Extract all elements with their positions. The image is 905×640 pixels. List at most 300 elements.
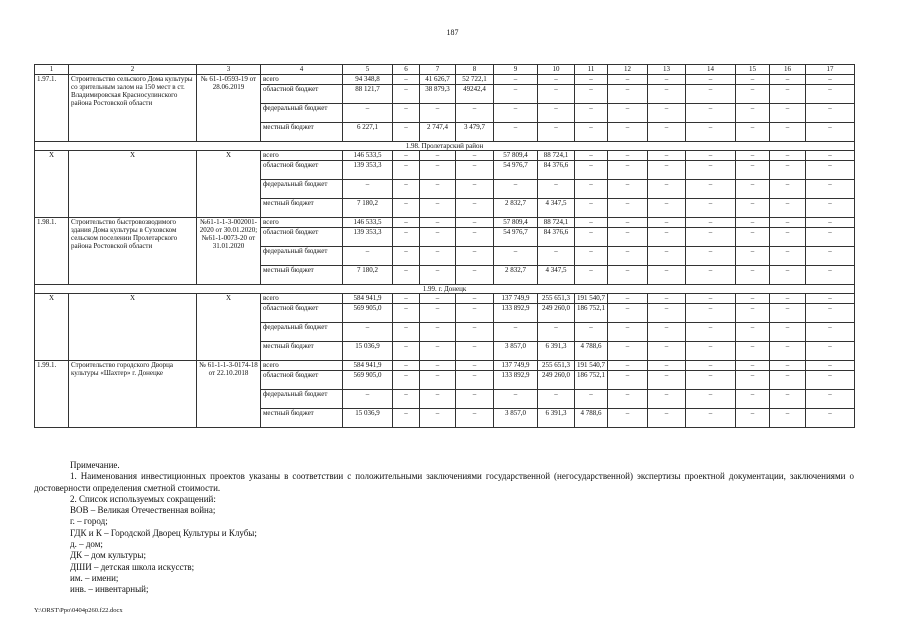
- abbreviation-item: г. – город;: [70, 516, 108, 527]
- project-code: 1.97.1.: [35, 75, 69, 142]
- value-cell: –: [608, 370, 648, 389]
- value-cell: –: [420, 246, 456, 265]
- value-cell: –: [686, 103, 736, 122]
- note-item-1: 1. Наименования инвестиционных проектов указаны в соответствии с положительными заключениями государственной (негосударственной) экспертизы проектной документации, заключениями о достоверности определения сметной стоимости.: [34, 471, 854, 493]
- value-cell: 139 353,3: [343, 161, 393, 180]
- project-name: Х: [69, 294, 197, 361]
- value-cell: 2 747,4: [420, 122, 456, 141]
- abbreviation-item: д. – дом;: [70, 539, 103, 550]
- value-cell: –: [806, 103, 855, 122]
- value-cell: –: [770, 75, 806, 85]
- table-row: [35, 151, 855, 161]
- value-cell: 584 941,9: [343, 294, 393, 304]
- column-header: 14: [686, 65, 736, 75]
- value-cell: –: [648, 265, 686, 284]
- value-cell: 191 540,7: [575, 361, 608, 371]
- value-cell: –: [393, 227, 420, 246]
- value-cell: –: [806, 246, 855, 265]
- value-cell: 146 533,5: [343, 151, 393, 161]
- value-cell: –: [648, 342, 686, 361]
- value-cell: –: [393, 294, 420, 304]
- column-header: 15: [736, 65, 770, 75]
- value-cell: –: [736, 246, 770, 265]
- column-header: 9: [494, 65, 538, 75]
- notes-title: Примечание.: [70, 460, 120, 470]
- value-cell: –: [770, 180, 806, 199]
- value-cell: 2 832,7: [494, 265, 538, 284]
- value-cell: –: [608, 361, 648, 371]
- value-cell: –: [648, 161, 686, 180]
- value-cell: –: [686, 342, 736, 361]
- value-cell: 6 391,3: [538, 342, 575, 361]
- value-cell: –: [538, 246, 575, 265]
- value-cell: –: [648, 84, 686, 103]
- value-cell: –: [456, 294, 494, 304]
- value-cell: 249 260,0: [538, 304, 575, 323]
- value-cell: –: [770, 323, 806, 342]
- projects-table: [34, 64, 855, 428]
- value-cell: 137 749,9: [494, 361, 538, 371]
- value-cell: 569 905,0: [343, 370, 393, 389]
- value-cell: 2 832,7: [494, 199, 538, 218]
- column-header: 4: [261, 65, 343, 75]
- value-cell: –: [770, 370, 806, 389]
- funding-source: местный бюджет: [261, 122, 343, 141]
- column-header: 11: [575, 65, 608, 75]
- value-cell: –: [648, 151, 686, 161]
- value-cell: –: [343, 180, 393, 199]
- value-cell: –: [648, 103, 686, 122]
- value-cell: 7 180,2: [343, 265, 393, 284]
- value-cell: –: [736, 265, 770, 284]
- value-cell: –: [608, 218, 648, 228]
- value-cell: 186 752,1: [575, 370, 608, 389]
- value-cell: –: [686, 265, 736, 284]
- project-code: Х: [35, 294, 69, 361]
- project-name: Строительство сельского Дома культуры со зрительным залом на 150 мест в ст. Владимировская Красносулинского района Ростовской области: [69, 75, 197, 142]
- note-item-2: 2. Список используемых сокращений:: [70, 493, 216, 504]
- column-header: 5: [343, 65, 393, 75]
- table-row: [35, 218, 855, 228]
- value-cell: –: [648, 294, 686, 304]
- abbreviation-item: инв. – инвентарный;: [70, 584, 149, 595]
- value-cell: –: [420, 370, 456, 389]
- value-cell: –: [736, 151, 770, 161]
- value-cell: 7 180,2: [343, 199, 393, 218]
- value-cell: 146 533,5: [343, 218, 393, 228]
- value-cell: –: [575, 84, 608, 103]
- value-cell: –: [770, 84, 806, 103]
- value-cell: 133 892,9: [494, 304, 538, 323]
- value-cell: 186 752,1: [575, 304, 608, 323]
- column-header: 16: [770, 65, 806, 75]
- value-cell: –: [608, 246, 648, 265]
- value-cell: –: [648, 75, 686, 85]
- value-cell: –: [686, 75, 736, 85]
- abbreviation-item: им. – имени;: [70, 572, 119, 583]
- value-cell: 4 347,5: [538, 265, 575, 284]
- value-cell: 84 376,6: [538, 161, 575, 180]
- value-cell: –: [575, 323, 608, 342]
- value-cell: –: [806, 180, 855, 199]
- value-cell: 41 626,7: [420, 75, 456, 85]
- value-cell: –: [494, 246, 538, 265]
- column-header: 3: [197, 65, 261, 75]
- value-cell: –: [393, 246, 420, 265]
- value-cell: 249 260,0: [538, 370, 575, 389]
- table-row: [35, 75, 855, 85]
- value-cell: –: [806, 218, 855, 228]
- notes-section: [34, 460, 854, 596]
- value-cell: –: [575, 151, 608, 161]
- value-cell: –: [686, 370, 736, 389]
- value-cell: –: [608, 265, 648, 284]
- value-cell: –: [393, 122, 420, 141]
- value-cell: –: [575, 122, 608, 141]
- project-code: Х: [35, 151, 69, 218]
- value-cell: –: [575, 218, 608, 228]
- value-cell: –: [393, 408, 420, 427]
- abbreviation-item: ДК – дом культуры;: [70, 550, 146, 561]
- value-cell: –: [736, 227, 770, 246]
- value-cell: –: [770, 408, 806, 427]
- value-cell: –: [770, 122, 806, 141]
- value-cell: 6 391,3: [538, 408, 575, 427]
- value-cell: –: [456, 389, 494, 408]
- value-cell: –: [806, 342, 855, 361]
- funding-source: всего: [261, 361, 343, 371]
- value-cell: –: [456, 361, 494, 371]
- value-cell: –: [648, 218, 686, 228]
- value-cell: 3 857,0: [494, 408, 538, 427]
- file-path-footer: Y:\ORST\Ppo\0404p260.f22.docx: [34, 607, 123, 614]
- value-cell: 49242,4: [456, 84, 494, 103]
- value-cell: 15 036,9: [343, 342, 393, 361]
- value-cell: –: [736, 342, 770, 361]
- value-cell: –: [494, 122, 538, 141]
- value-cell: –: [770, 342, 806, 361]
- value-cell: –: [456, 323, 494, 342]
- value-cell: –: [420, 180, 456, 199]
- funding-source: всего: [261, 151, 343, 161]
- funding-source: федеральный бюджет: [261, 180, 343, 199]
- value-cell: –: [736, 408, 770, 427]
- value-cell: –: [575, 103, 608, 122]
- value-cell: –: [393, 323, 420, 342]
- value-cell: –: [736, 389, 770, 408]
- value-cell: –: [608, 161, 648, 180]
- value-cell: –: [420, 408, 456, 427]
- value-cell: –: [770, 265, 806, 284]
- funding-source: областной бюджет: [261, 370, 343, 389]
- value-cell: –: [343, 246, 393, 265]
- value-cell: –: [494, 84, 538, 103]
- value-cell: –: [686, 218, 736, 228]
- value-cell: –: [420, 199, 456, 218]
- value-cell: –: [686, 408, 736, 427]
- column-header: 12: [608, 65, 648, 75]
- value-cell: –: [538, 75, 575, 85]
- value-cell: 584 941,9: [343, 361, 393, 371]
- value-cell: 6 227,1: [343, 122, 393, 141]
- value-cell: –: [420, 342, 456, 361]
- value-cell: –: [608, 75, 648, 85]
- value-cell: –: [393, 304, 420, 323]
- value-cell: –: [770, 151, 806, 161]
- value-cell: 137 749,9: [494, 294, 538, 304]
- value-cell: –: [575, 199, 608, 218]
- value-cell: –: [686, 199, 736, 218]
- value-cell: –: [393, 161, 420, 180]
- value-cell: –: [456, 103, 494, 122]
- value-cell: –: [806, 199, 855, 218]
- value-cell: –: [575, 75, 608, 85]
- value-cell: –: [806, 227, 855, 246]
- value-cell: –: [393, 151, 420, 161]
- value-cell: 3 479,7: [456, 122, 494, 141]
- value-cell: –: [736, 370, 770, 389]
- value-cell: –: [806, 323, 855, 342]
- funding-source: областной бюджет: [261, 304, 343, 323]
- value-cell: –: [686, 323, 736, 342]
- value-cell: –: [736, 294, 770, 304]
- value-cell: –: [608, 180, 648, 199]
- value-cell: –: [770, 199, 806, 218]
- value-cell: –: [494, 180, 538, 199]
- value-cell: 57 809,4: [494, 218, 538, 228]
- value-cell: –: [456, 342, 494, 361]
- column-header: 1: [35, 65, 69, 75]
- value-cell: –: [393, 103, 420, 122]
- abbreviation-item: ГДК и К – Городской Дворец Культуры и Клубы;: [70, 527, 257, 538]
- value-cell: –: [608, 408, 648, 427]
- value-cell: –: [393, 265, 420, 284]
- value-cell: –: [456, 161, 494, 180]
- value-cell: –: [420, 389, 456, 408]
- value-cell: –: [420, 323, 456, 342]
- value-cell: 57 809,4: [494, 151, 538, 161]
- section-heading-row: [35, 284, 855, 294]
- funding-source: местный бюджет: [261, 199, 343, 218]
- page-number: 187: [446, 28, 459, 37]
- project-name: Х: [69, 151, 197, 218]
- value-cell: –: [686, 180, 736, 199]
- expertise-doc: №61-1-1-3-002001-2020 от 30.01.2020; №61-1-0073-20 от 31.01.2020: [197, 218, 261, 285]
- value-cell: 133 892,9: [494, 370, 538, 389]
- funding-source: федеральный бюджет: [261, 103, 343, 122]
- funding-source: федеральный бюджет: [261, 389, 343, 408]
- value-cell: –: [806, 370, 855, 389]
- value-cell: –: [393, 199, 420, 218]
- funding-source: местный бюджет: [261, 342, 343, 361]
- value-cell: –: [456, 151, 494, 161]
- value-cell: –: [608, 304, 648, 323]
- value-cell: –: [608, 389, 648, 408]
- value-cell: –: [538, 103, 575, 122]
- funding-source: федеральный бюджет: [261, 246, 343, 265]
- value-cell: –: [538, 180, 575, 199]
- value-cell: –: [648, 180, 686, 199]
- value-cell: –: [736, 103, 770, 122]
- funding-source: областной бюджет: [261, 84, 343, 103]
- value-cell: –: [420, 218, 456, 228]
- value-cell: –: [538, 389, 575, 408]
- funding-source: областной бюджет: [261, 161, 343, 180]
- value-cell: –: [770, 294, 806, 304]
- funding-source: местный бюджет: [261, 265, 343, 284]
- value-cell: –: [343, 389, 393, 408]
- value-cell: –: [608, 84, 648, 103]
- value-cell: 255 651,3: [538, 294, 575, 304]
- value-cell: –: [393, 218, 420, 228]
- value-cell: –: [648, 246, 686, 265]
- value-cell: –: [806, 265, 855, 284]
- expertise-doc: Х: [197, 294, 261, 361]
- value-cell: 52 722,1: [456, 75, 494, 85]
- value-cell: –: [420, 294, 456, 304]
- value-cell: –: [736, 323, 770, 342]
- value-cell: –: [736, 161, 770, 180]
- value-cell: –: [456, 180, 494, 199]
- value-cell: –: [494, 103, 538, 122]
- value-cell: –: [343, 323, 393, 342]
- value-cell: –: [608, 342, 648, 361]
- value-cell: –: [575, 389, 608, 408]
- value-cell: –: [686, 246, 736, 265]
- value-cell: –: [806, 294, 855, 304]
- value-cell: –: [736, 122, 770, 141]
- value-cell: –: [608, 227, 648, 246]
- value-cell: –: [648, 122, 686, 141]
- value-cell: 88 121,7: [343, 84, 393, 103]
- value-cell: 191 540,7: [575, 294, 608, 304]
- value-cell: –: [686, 84, 736, 103]
- value-cell: –: [770, 361, 806, 371]
- column-header: 2: [69, 65, 197, 75]
- value-cell: –: [806, 389, 855, 408]
- value-cell: –: [393, 389, 420, 408]
- value-cell: –: [806, 151, 855, 161]
- value-cell: –: [770, 304, 806, 323]
- value-cell: 38 879,3: [420, 84, 456, 103]
- value-cell: –: [648, 361, 686, 371]
- value-cell: –: [686, 122, 736, 141]
- column-header: 17: [806, 65, 855, 75]
- value-cell: 94 348,8: [343, 75, 393, 85]
- investment-table: [34, 64, 854, 428]
- value-cell: –: [393, 75, 420, 85]
- project-code: 1.98.1.: [35, 218, 69, 285]
- section-heading: 1.98. Пролетарский район: [35, 141, 855, 151]
- value-cell: –: [456, 199, 494, 218]
- section-heading: 1.99. г. Донецк: [35, 284, 855, 294]
- value-cell: 4 788,6: [575, 408, 608, 427]
- value-cell: –: [806, 361, 855, 371]
- value-cell: –: [393, 180, 420, 199]
- funding-source: всего: [261, 294, 343, 304]
- abbreviation-item: ВОВ – Великая Отечественная война;: [70, 505, 216, 516]
- value-cell: –: [420, 265, 456, 284]
- value-cell: –: [575, 227, 608, 246]
- value-cell: –: [686, 389, 736, 408]
- table-header-row: [35, 65, 855, 75]
- value-cell: –: [770, 161, 806, 180]
- value-cell: –: [393, 370, 420, 389]
- value-cell: –: [608, 294, 648, 304]
- value-cell: –: [393, 361, 420, 371]
- value-cell: –: [494, 75, 538, 85]
- value-cell: –: [575, 161, 608, 180]
- section-heading-row: [35, 141, 855, 151]
- value-cell: –: [420, 227, 456, 246]
- value-cell: –: [806, 84, 855, 103]
- value-cell: 139 353,3: [343, 227, 393, 246]
- abbreviation-list: [34, 505, 854, 595]
- project-name: Строительство быстровозводимого здания Дома культуры в Суховском сельском поселении Пролетарского района Ростовской области: [69, 218, 197, 285]
- value-cell: –: [456, 408, 494, 427]
- value-cell: –: [608, 323, 648, 342]
- value-cell: –: [686, 294, 736, 304]
- table-row: [35, 361, 855, 371]
- value-cell: –: [806, 161, 855, 180]
- value-cell: –: [608, 103, 648, 122]
- value-cell: –: [770, 246, 806, 265]
- expertise-doc: Х: [197, 151, 261, 218]
- value-cell: –: [770, 218, 806, 228]
- value-cell: –: [420, 103, 456, 122]
- value-cell: 54 976,7: [494, 227, 538, 246]
- value-cell: –: [494, 323, 538, 342]
- value-cell: –: [686, 227, 736, 246]
- value-cell: 255 651,3: [538, 361, 575, 371]
- value-cell: –: [736, 361, 770, 371]
- value-cell: –: [538, 323, 575, 342]
- column-header: 6: [393, 65, 420, 75]
- funding-source: всего: [261, 75, 343, 85]
- value-cell: –: [648, 370, 686, 389]
- value-cell: –: [686, 161, 736, 180]
- value-cell: –: [806, 408, 855, 427]
- value-cell: –: [736, 199, 770, 218]
- value-cell: 4 788,6: [575, 342, 608, 361]
- project-name: Строительство городского Дворца культуры «Шахтер» г. Донецке: [69, 361, 197, 428]
- value-cell: –: [608, 151, 648, 161]
- value-cell: –: [343, 103, 393, 122]
- value-cell: –: [420, 361, 456, 371]
- value-cell: –: [648, 304, 686, 323]
- value-cell: –: [456, 246, 494, 265]
- value-cell: –: [456, 227, 494, 246]
- funding-source: областной бюджет: [261, 227, 343, 246]
- value-cell: –: [575, 265, 608, 284]
- value-cell: –: [686, 361, 736, 371]
- value-cell: –: [648, 408, 686, 427]
- column-header: 8: [456, 65, 494, 75]
- column-header: 13: [648, 65, 686, 75]
- value-cell: –: [770, 389, 806, 408]
- value-cell: –: [456, 218, 494, 228]
- value-cell: 88 724,1: [538, 151, 575, 161]
- value-cell: –: [420, 304, 456, 323]
- value-cell: –: [393, 84, 420, 103]
- value-cell: –: [736, 75, 770, 85]
- value-cell: 15 036,9: [343, 408, 393, 427]
- value-cell: –: [575, 180, 608, 199]
- value-cell: –: [736, 84, 770, 103]
- value-cell: 84 376,6: [538, 227, 575, 246]
- project-code: 1.99.1.: [35, 361, 69, 428]
- value-cell: –: [494, 389, 538, 408]
